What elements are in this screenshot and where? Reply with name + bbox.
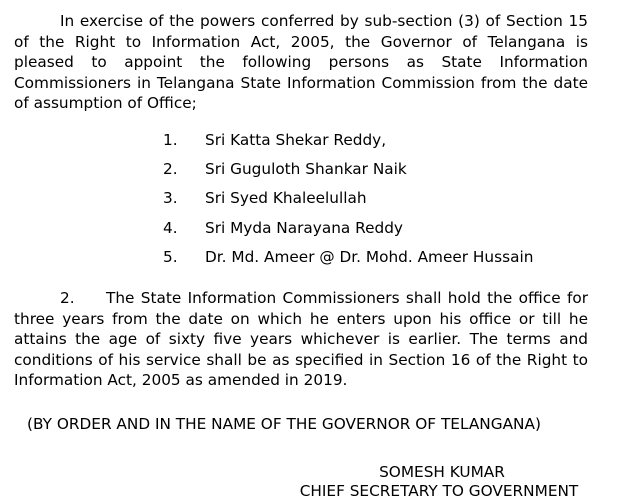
appointment-paragraph-text: In exercise of the powers conferred by sub-section (3) of Section 15 of the Right to Information Act, 2005, the Governor of Telangana is pleased to appoint the following persons as State Information Commissioners in Telangana State Information Commission from the date of assumption of Office; <box>14 12 588 112</box>
signatory-title: CHIEF SECRETARY TO GOVERNMENT <box>299 481 579 500</box>
appointee-name: Sri Katta Shekar Reddy, <box>205 131 387 149</box>
list-item-number: 3. <box>163 189 178 208</box>
signatory-name: SOMESH KUMAR <box>379 463 505 481</box>
appointee-name: Dr. Md. Ameer @ Dr. Mohd. Ameer Hussain <box>205 247 534 266</box>
appointee-name: Sri Syed Khaleelullah <box>205 189 367 208</box>
appointee-name: Sri Myda Narayana Reddy <box>205 218 403 237</box>
list-item-number: 2. <box>163 160 178 179</box>
appointment-paragraph <box>14 11 588 114</box>
terms-paragraph <box>14 288 588 391</box>
signature-block <box>290 463 588 500</box>
appointee-name: Sri Guguloth Shankar Naik <box>205 160 407 179</box>
list-item-number: 5. <box>163 247 178 266</box>
terms-paragraph-text: The State Information Commissioners shall hold the office for three years from the date on which he enters upon his office or till he attains the age of sixty five years whichever is earlier. The terms and conditions of his service shall be as specified in Section 16 of the Right to Information Act, 2005 as amended in 2019. <box>14 289 588 389</box>
list-item-number: 1. <box>163 131 178 149</box>
order-line: (BY ORDER AND IN THE NAME OF THE GOVERNOR OF TELANGANA) <box>27 415 541 433</box>
list-item-number: 4. <box>163 218 178 237</box>
paragraph-number: 2. <box>60 289 75 307</box>
